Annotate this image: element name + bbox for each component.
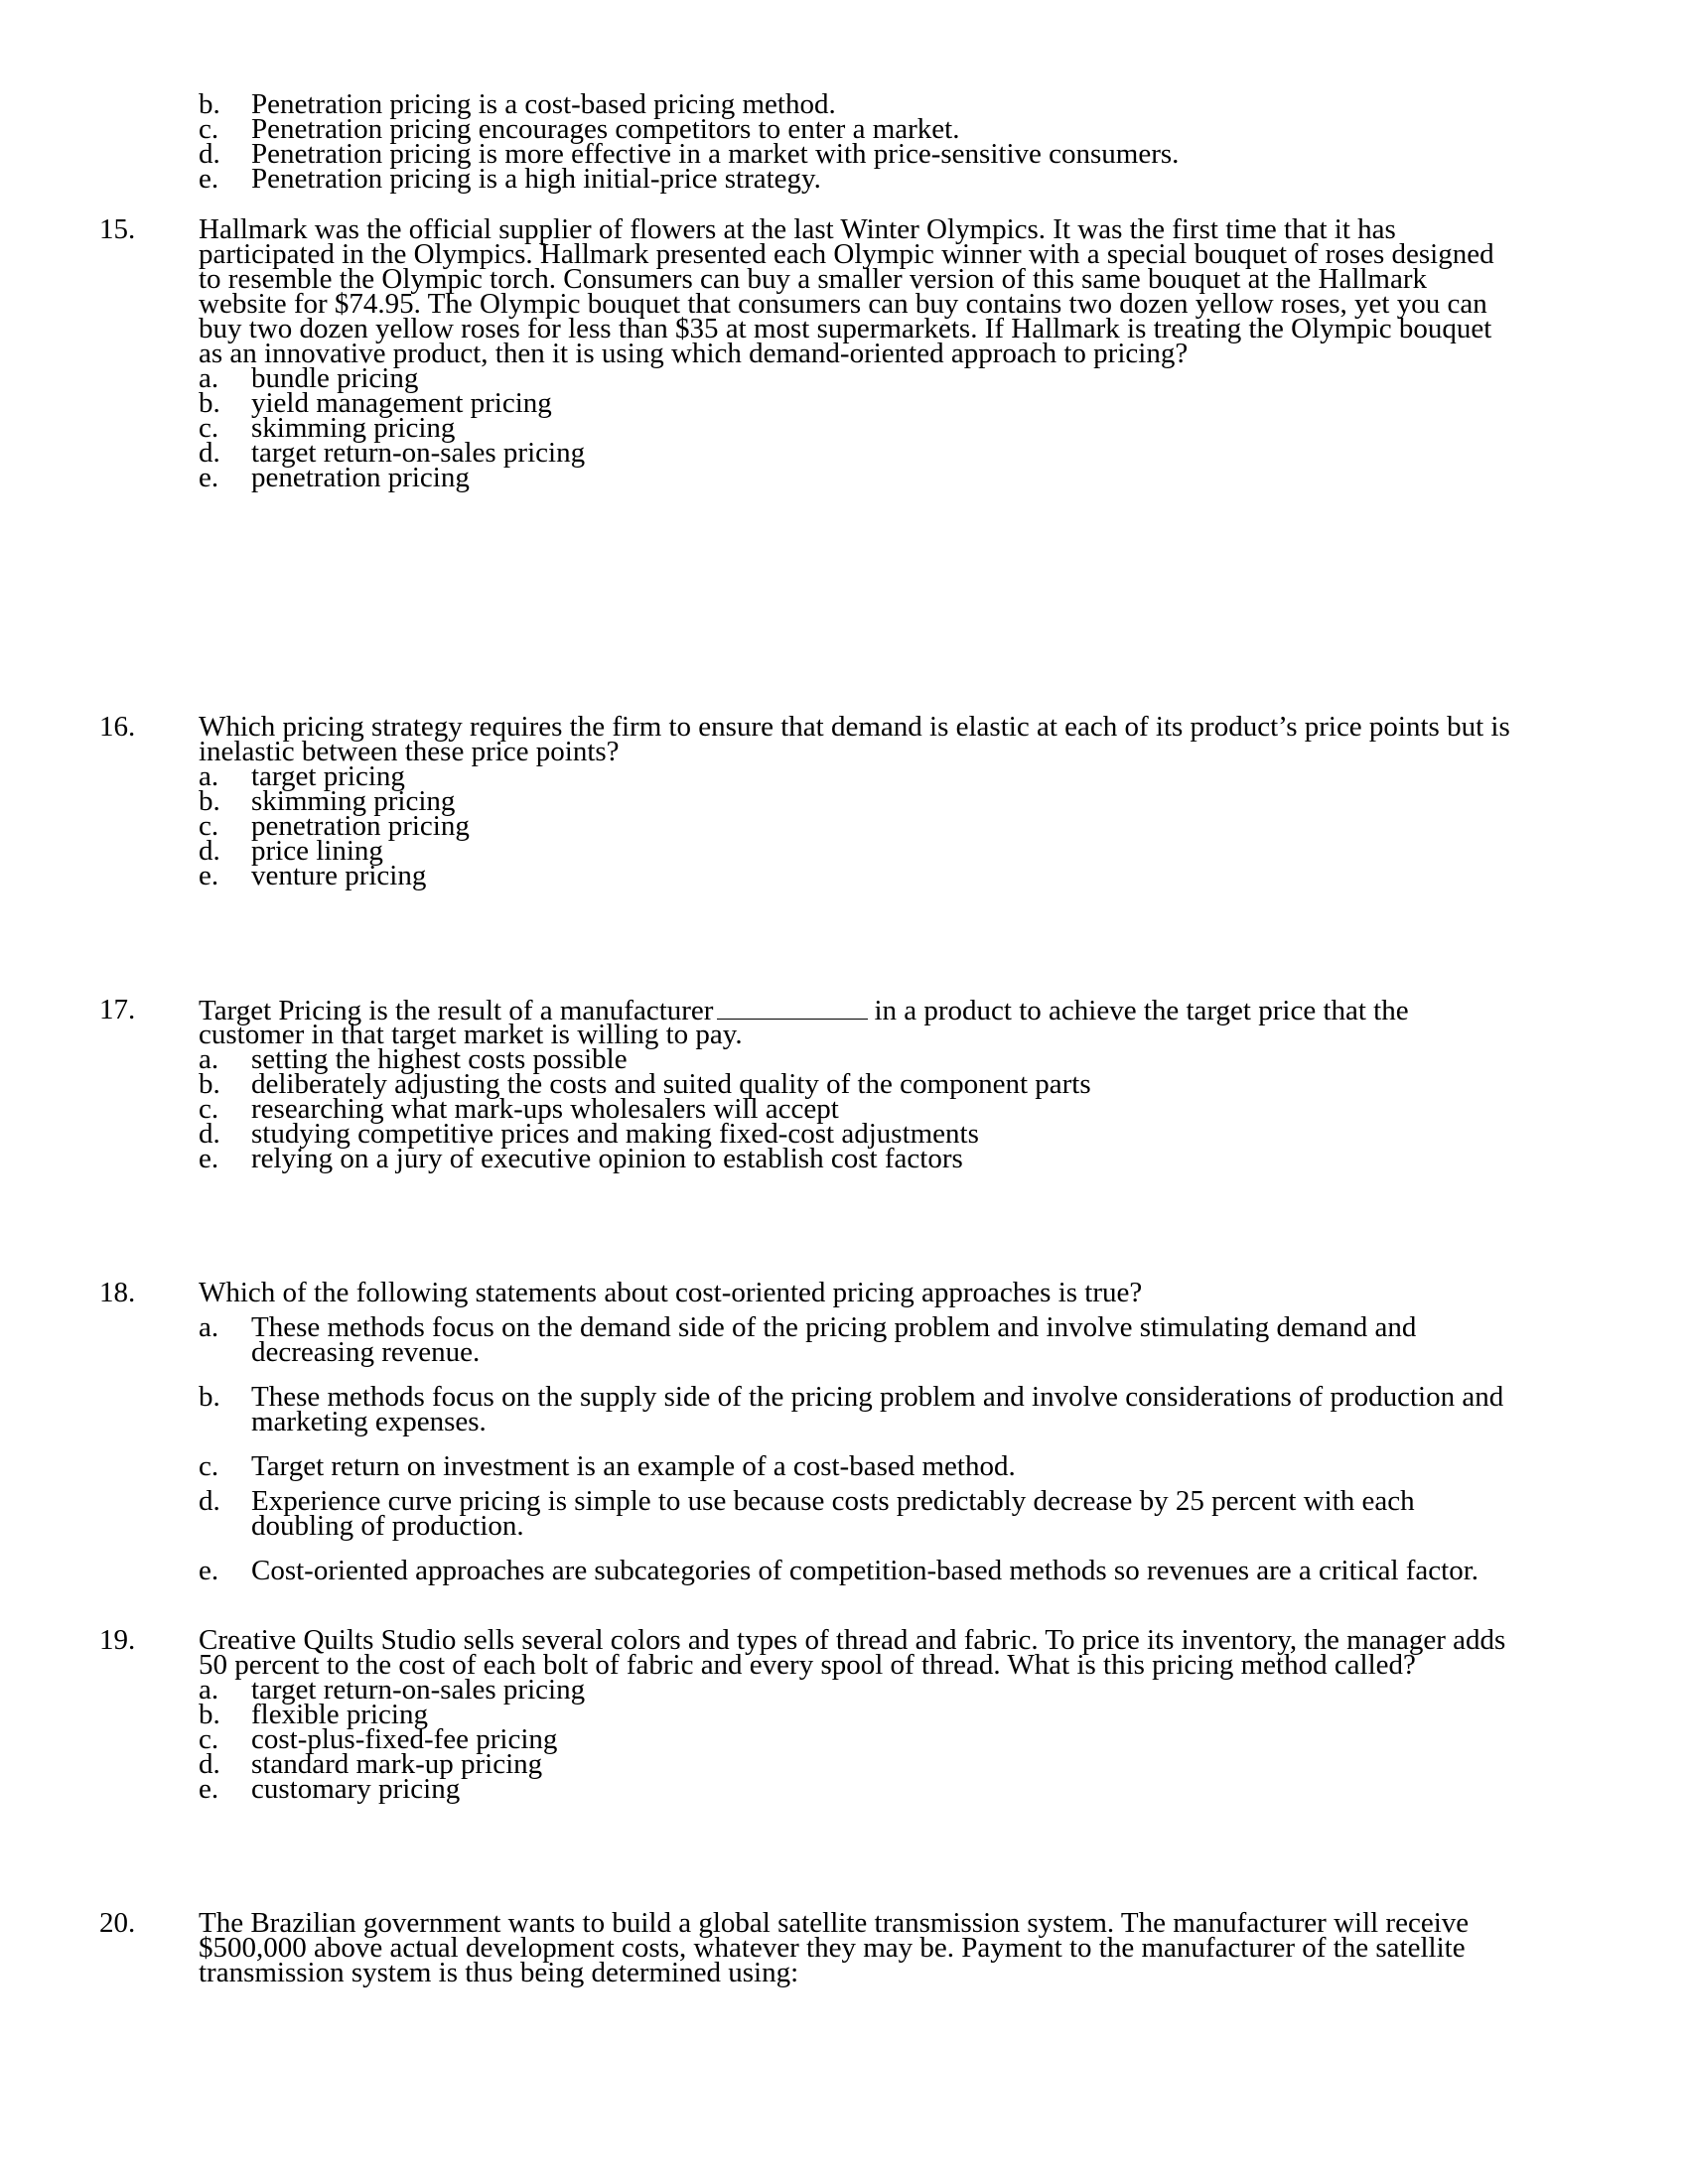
option-letter: a. [199,1311,219,1343]
stem-line: Creative Quilts Studio sells several colors and types of thread and fabric. To price its inventory, the manager adds [199,1624,1506,1656]
option-letter: a. [199,1674,219,1706]
option-text: cost-plus-fixed-fee pricing [251,1723,558,1755]
option-letter: b. [199,387,220,419]
option-letter: c. [199,1450,219,1482]
option-letter: b. [199,1068,220,1100]
option-letter: c. [199,1723,219,1755]
stem-line: Which pricing strategy requires the firm to ensure that demand is elastic at each of its product’s price points but is [199,711,1510,743]
question-number: 19. [99,1624,136,1656]
option-text: relying on a jury of executive opinion to establish cost factors [251,1143,963,1174]
stem-line: participated in the Olympics. Hallmark presented each Olympic winner with a special bouquet of roses designed [199,238,1494,270]
option-text: standard mark-up pricing [251,1748,543,1780]
stem-line: website for $74.95. The Olympic bouquet that consumers can buy contains two dozen yellow roses, yet you can [199,288,1487,320]
option-letter: a. [199,1043,219,1075]
option-line: decreasing revenue. [251,1336,481,1368]
option-text: Penetration pricing is a cost-based pricing method. [251,88,836,120]
option-line: doubling of production. [251,1510,524,1542]
option-letter: d. [199,835,220,867]
option-letter: b. [199,1381,220,1413]
option-text: Penetration pricing is more effective in a market with price-sensitive consumers. [251,138,1180,170]
stem-text-before-blank: Target Pricing is the result of a manufacturer [199,995,714,1026]
option-letter: d. [199,437,220,469]
option-text: Penetration pricing encourages competitors to enter a market. [251,113,960,145]
stem-line: customer in that target market is willing to pay. [199,1019,743,1050]
option-letter: d. [199,1485,220,1517]
option-letter: e. [199,462,219,493]
option-text: bundle pricing [251,362,419,394]
option-letter: c. [199,412,219,444]
option-text: Cost-oriented approaches are subcategories of competition-based methods so revenues are a critical factor. [251,1555,1479,1586]
question-number: 18. [99,1277,136,1308]
stem-line: as an innovative product, then it is using which demand-oriented approach to pricing? [199,338,1189,369]
option-letter: b. [199,1699,220,1730]
option-letter: b. [199,88,220,120]
option-text: penetration pricing [251,810,470,842]
option-letter: c. [199,113,219,145]
option-text: studying competitive prices and making fixed-cost adjustments [251,1118,979,1150]
option-letter: a. [199,760,219,792]
stem-line: The Brazilian government wants to build a global satellite transmission system. The manufacturer will receive [199,1907,1470,1939]
option-letter: e. [199,1143,219,1174]
stem-line: $500,000 above actual development costs, whatever they may be. Payment to the manufacturer of the satellite [199,1932,1466,1964]
option-text: flexible pricing [251,1699,428,1730]
stem-line: to resemble the Olympic torch. Consumers can buy a smaller version of this same bouquet at the Hallmark [199,263,1428,295]
option-letter: d. [199,1118,220,1150]
option-text: yield management pricing [251,387,552,419]
stem-line: Hallmark was the official supplier of flowers at the last Winter Olympics. It was the first time that it has [199,213,1396,245]
question-number: 15. [99,213,136,245]
option-line: These methods focus on the supply side of the pricing problem and involve considerations of production and [251,1381,1504,1413]
option-text: penetration pricing [251,462,470,493]
question-number: 16. [99,711,136,743]
stem-line: 50 percent to the cost of each bolt of fabric and every spool of thread. What is this pricing method called? [199,1649,1416,1681]
option-letter: e. [199,1773,219,1805]
option-letter: c. [199,1093,219,1125]
option-text: venture pricing [251,860,427,891]
option-text: Target return on investment is an example of a cost-based method. [251,1450,1016,1482]
option-line: These methods focus on the demand side of the pricing problem and involve stimulating demand and [251,1311,1417,1343]
option-letter: d. [199,1748,220,1780]
option-letter: e. [199,860,219,891]
stem-text-after-blank: in a product to achieve the target price that the [874,995,1409,1026]
option-text: price lining [251,835,383,867]
option-line: marketing expenses. [251,1406,487,1437]
option-letter: c. [199,810,219,842]
option-letter: b. [199,785,220,817]
option-letter: e. [199,163,219,195]
option-text: customary pricing [251,1773,461,1805]
option-letter: a. [199,362,219,394]
option-text: researching what mark-ups wholesalers will accept [251,1093,839,1125]
stem-line: buy two dozen yellow roses for less than $35 at most supermarkets. If Hallmark is treating the Olympic bouquet [199,313,1492,344]
stem-line: Which of the following statements about cost-oriented pricing approaches is true? [199,1277,1143,1308]
option-text: target pricing [251,760,405,792]
option-text: target return-on-sales pricing [251,437,586,469]
option-text: skimming pricing [251,412,456,444]
option-text: target return-on-sales pricing [251,1674,586,1706]
option-text: skimming pricing [251,785,456,817]
option-text: deliberately adjusting the costs and suited quality of the component parts [251,1068,1091,1100]
option-text: Penetration pricing is a high initial-price strategy. [251,163,821,195]
fill-in-blank [717,993,868,1020]
option-letter: e. [199,1555,219,1586]
question-number: 17. [99,994,136,1025]
option-text: setting the highest costs possible [251,1043,628,1075]
option-line: Experience curve pricing is simple to use because costs predictably decrease by 25 percent with each [251,1485,1415,1517]
option-letter: d. [199,138,220,170]
stem-line: transmission system is thus being determined using: [199,1957,799,1988]
question-number: 20. [99,1907,136,1939]
stem-line: inelastic between these price points? [199,736,620,767]
